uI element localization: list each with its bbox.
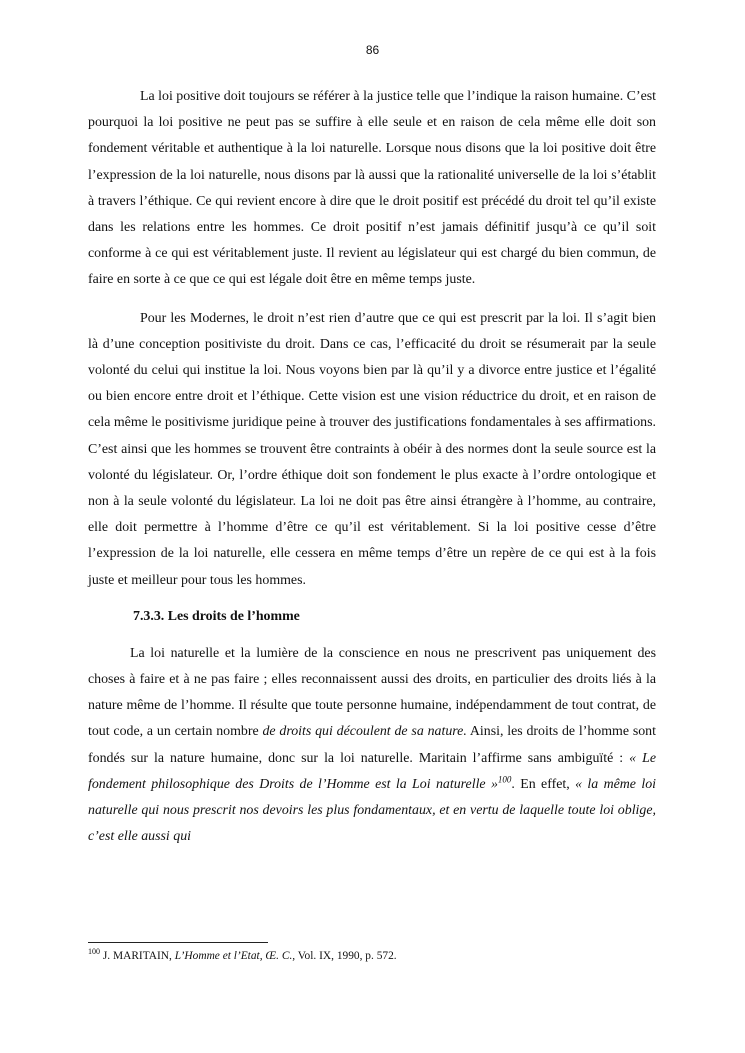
quotation: « la même loi naturelle qui nous prescrit nos devoirs les plus fondamentaux, et en vertu de laquelle toute loi oblige, c’est elle aussi qui [88,776,657,845]
paragraph-moderns: Pour les Modernes, le droit n’est rien d’autre que ce qui est prescrit par la loi. Il s’agit bien là d’une conception positiviste du droit. Dans ce cas, l’efficacité du droit se résumerait par la seule volonté du celui qui institue la loi. Nous voyons bien par là qu’il y a divorce entre justice et l’égalité ou bien encore entre droit et l’éthique. Cette vision est une vision réductrice du droit, et en raison de cela même le positivisme juridique peine à trouver des justifications fondamentales à ses affirmations. C’est ainsi que les hommes se trouvent être contraints à obéir à des normes dont la seule source est la volonté du législateur. Or, l’ordre éthique doit son fondement le plus exacte à l’ordre ontologique et non à la seule volonté du législateur. La loi ne doit pas être ainsi étrangère à l’homme, au contraire, elle doit permettre à l’homme d’être ce qu’il est véritablement. Si la loi positive cesse d’être l’expression de la loi naturelle, elle cessera en même temps d’être un repère de ce qui est à la fois juste et meilleur pour tous les hommes. [88,310,656,588]
footnote-title: L’Homme et l’Etat, Œ. C., [174,950,296,962]
footnote [88,948,656,964]
footnote-reference: 100 [497,774,512,785]
paragraph-text: Ainsi, les droits de l’homme sont fondés sur la nature humaine, donc sur la loi naturelle. Maritain l’affirme sans ambiguïté : [88,724,656,766]
paragraph-natural-law: La loi positive doit toujours se référer à la justice telle que l’indique la raison humaine. C’est pourquoi la loi positive ne peut pas se suffire à elle seule et en raison de cela même elle doit son fondement véritable et authentique à la loi naturelle. Lorsque nous disons que la loi positive doit être l’expression de la loi naturelle, nous disons par là aussi que la rationalité universelle de la loi s’établit à travers l’éthique. Ce qui revient encore à dire que le droit positif est précédé du droit tel qu’il existe dans les relations entre les hommes. Ce droit positif n’est jamais définitif jusqu’à ce qu’il soit conforme à ce qui est véritablement juste. Il revient au législateur qui est chargé du bien commun, de faire en sorte à ce que ce qui est légale doit être en même temps juste. [88,89,656,288]
paragraph-human-rights [88,641,656,851]
footnote-separator [88,942,268,943]
section-heading: 7.3.3. Les droits de l’homme [133,608,300,624]
paragraph-text: La loi naturelle et la lumière de la conscience en nous ne prescrivent pas uniquement des choses à faire et à ne pas faire ; elles reconnaissent aussi des droits, en particulier des droits liés à la nature même de l’homme. Il résulte que toute personne humaine, indépendamment de tout contrat, de tout code, a un certain nombre [88,645,656,740]
footnote-author: J. MARITAIN, [100,950,175,962]
emphasis-text: de droits qui découlent de sa nature. [262,724,467,740]
page-number: 86 [365,43,380,57]
paragraph-text: . En effet, [511,776,576,792]
quotation: « Le fondement philosophique des Droits de l’Homme est la Loi naturelle » [88,750,656,792]
body-text [88,84,656,850]
footnote-number: 100 [88,947,100,957]
footnote-details: Vol. IX, 1990, p. 572. [295,950,397,962]
